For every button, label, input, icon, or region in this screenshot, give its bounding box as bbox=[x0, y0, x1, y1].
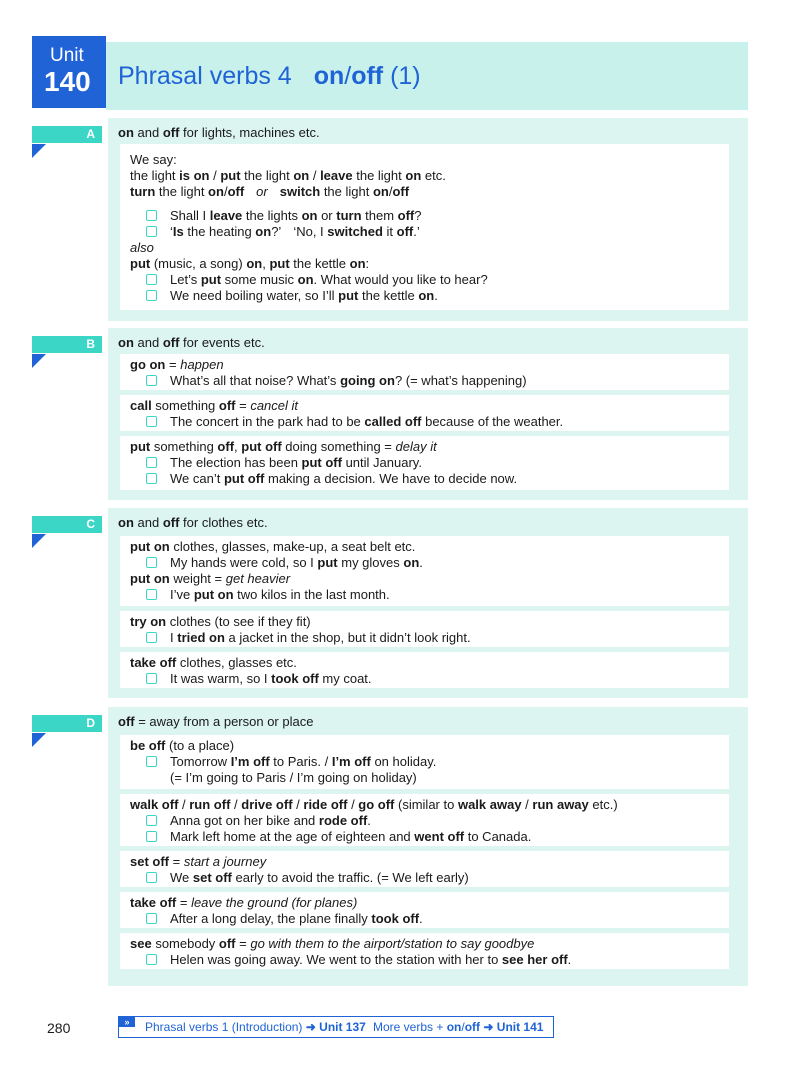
checkbox-icon bbox=[146, 473, 157, 484]
box-d3 bbox=[120, 851, 729, 887]
unit-badge bbox=[32, 36, 106, 108]
section-heading-b: on and off for events etc. bbox=[118, 335, 265, 350]
checkbox-icon bbox=[146, 673, 157, 684]
example-a1: Shall I leave the lights on or turn them off? bbox=[170, 208, 422, 223]
ref-unit-141[interactable]: More verbs + on/off ➜ Unit 141 bbox=[373, 1020, 544, 1034]
c3-head: take off clothes, glasses etc. bbox=[130, 655, 297, 670]
box-b1 bbox=[120, 354, 729, 390]
section-corner-b bbox=[32, 354, 46, 368]
checkbox-icon bbox=[146, 831, 157, 842]
checkbox-icon bbox=[146, 913, 157, 924]
d1-head: be off (to a place) bbox=[130, 738, 235, 753]
b1-head: go on = happen bbox=[130, 357, 224, 372]
title-main: Phrasal verbs 4 bbox=[118, 62, 292, 90]
section-label-a: A bbox=[32, 126, 102, 143]
example-a3: Let’s put some music on. What would you like to hear? bbox=[170, 272, 488, 287]
checkbox-icon bbox=[146, 274, 157, 285]
box-b2 bbox=[120, 395, 729, 431]
section-d bbox=[86, 707, 748, 986]
example-d5: Helen was going away. We went to the station with her to see her off. bbox=[170, 952, 572, 967]
box-d5 bbox=[120, 933, 729, 969]
example-c1b: I’ve put on two kilos in the last month. bbox=[170, 587, 390, 602]
box-d1 bbox=[120, 735, 729, 789]
d4-head: take off = leave the ground (for planes) bbox=[130, 895, 358, 910]
section-heading-d: off = away from a person or place bbox=[118, 714, 314, 729]
page-title bbox=[118, 62, 421, 91]
example-d1-cont: (= I’m going to Paris / I’m going on holiday) bbox=[170, 770, 417, 785]
page-number: 280 bbox=[47, 1020, 71, 1036]
line-put-music: put (music, a song) on, put the kettle on: bbox=[130, 256, 370, 271]
example-b1: What’s all that noise? What’s going on? (= what’s happening) bbox=[170, 373, 527, 388]
text-also: also bbox=[130, 240, 154, 255]
title-off: off bbox=[351, 62, 384, 90]
checkbox-icon bbox=[146, 416, 157, 427]
example-b3a: The election has been put off until January. bbox=[170, 455, 422, 470]
example-a4: We need boiling water, so I’ll put the kettle on. bbox=[170, 288, 438, 303]
d5-head: see somebody off = go with them to the airport/station to say goodbye bbox=[130, 936, 535, 951]
example-d2a: Anna got on her bike and rode off. bbox=[170, 813, 371, 828]
b2-head: call something off = cancel it bbox=[130, 398, 299, 413]
section-c bbox=[86, 508, 748, 698]
checkbox-icon bbox=[146, 210, 157, 221]
c1-head2: put on weight = get heavier bbox=[130, 571, 291, 586]
d2-head: walk off / run off / drive off / ride off / go off (similar to walk away / run away etc.) bbox=[130, 797, 618, 812]
example-b3b: We can’t put off making a decision. We have to decide now. bbox=[170, 471, 518, 486]
section-label-c: C bbox=[32, 516, 102, 533]
box-c3 bbox=[120, 652, 729, 688]
checkbox-icon bbox=[146, 290, 157, 301]
checkbox-icon bbox=[146, 226, 157, 237]
example-d4: After a long delay, the plane finally took off. bbox=[170, 911, 423, 926]
b3-head: put something off, put off doing something = delay it bbox=[130, 439, 437, 454]
section-heading-c: on and off for clothes etc. bbox=[118, 515, 268, 530]
section-corner-c bbox=[32, 534, 46, 548]
c2-head: try on clothes (to see if they fit) bbox=[130, 614, 311, 629]
header-band bbox=[106, 42, 748, 110]
title-part: (1) bbox=[390, 62, 421, 90]
box-d4 bbox=[120, 892, 729, 928]
c1-head: put on clothes, glasses, make-up, a seat belt etc. bbox=[130, 539, 416, 554]
section-corner-a bbox=[32, 144, 46, 158]
section-a bbox=[86, 118, 748, 321]
ref-unit-137[interactable]: Phrasal verbs 1 (Introduction) ➜ Unit 137 bbox=[145, 1020, 366, 1034]
section-b bbox=[86, 328, 748, 500]
title-on: on bbox=[313, 62, 345, 90]
section-corner-d bbox=[32, 733, 46, 747]
example-d1: Tomorrow I’m off to Paris. / I’m off on holiday. bbox=[170, 754, 437, 769]
checkbox-icon bbox=[146, 954, 157, 965]
box-c1 bbox=[120, 536, 729, 606]
line-turn-switch: turn the light on/off or switch the light on/off bbox=[130, 184, 410, 199]
box-c2 bbox=[120, 611, 729, 647]
checkbox-icon bbox=[146, 872, 157, 883]
section-heading-a: on and off for lights, machines etc. bbox=[118, 125, 320, 140]
checkbox-icon bbox=[146, 557, 157, 568]
example-d2b: Mark left home at the age of eighteen and went off to Canada. bbox=[170, 829, 532, 844]
checkbox-icon bbox=[146, 589, 157, 600]
double-arrow-icon: » bbox=[119, 1017, 135, 1027]
line-light-on: the light is on / put the light on / leave the light on etc. bbox=[130, 168, 446, 183]
example-c3: It was warm, so I took off my coat. bbox=[170, 671, 372, 686]
section-label-d: D bbox=[32, 715, 102, 732]
box-b3 bbox=[120, 436, 729, 490]
section-label-b: B bbox=[32, 336, 102, 353]
checkbox-icon bbox=[146, 457, 157, 468]
cross-reference-bar bbox=[118, 1016, 554, 1038]
d3-head: set off = start a journey bbox=[130, 854, 267, 869]
checkbox-icon bbox=[146, 375, 157, 386]
text-we-say: We say: bbox=[130, 152, 177, 167]
example-c1: My hands were cold, so I put my gloves on. bbox=[170, 555, 423, 570]
example-b2: The concert in the park had to be called off because of the weather. bbox=[170, 414, 564, 429]
unit-word: Unit bbox=[50, 45, 84, 66]
box-d2 bbox=[120, 794, 729, 846]
example-a2: ‘Is the heating on?’ ‘No, I switched it off.’ bbox=[170, 224, 420, 239]
box-a bbox=[120, 144, 729, 310]
checkbox-icon bbox=[146, 756, 157, 767]
example-d3: We set off early to avoid the traffic. (= We left early) bbox=[170, 870, 469, 885]
example-c2: I tried on a jacket in the shop, but it didn’t look right. bbox=[170, 630, 471, 645]
checkbox-icon bbox=[146, 632, 157, 643]
title-slash: / bbox=[344, 62, 352, 90]
checkbox-icon bbox=[146, 815, 157, 826]
unit-number: 140 bbox=[44, 66, 91, 97]
